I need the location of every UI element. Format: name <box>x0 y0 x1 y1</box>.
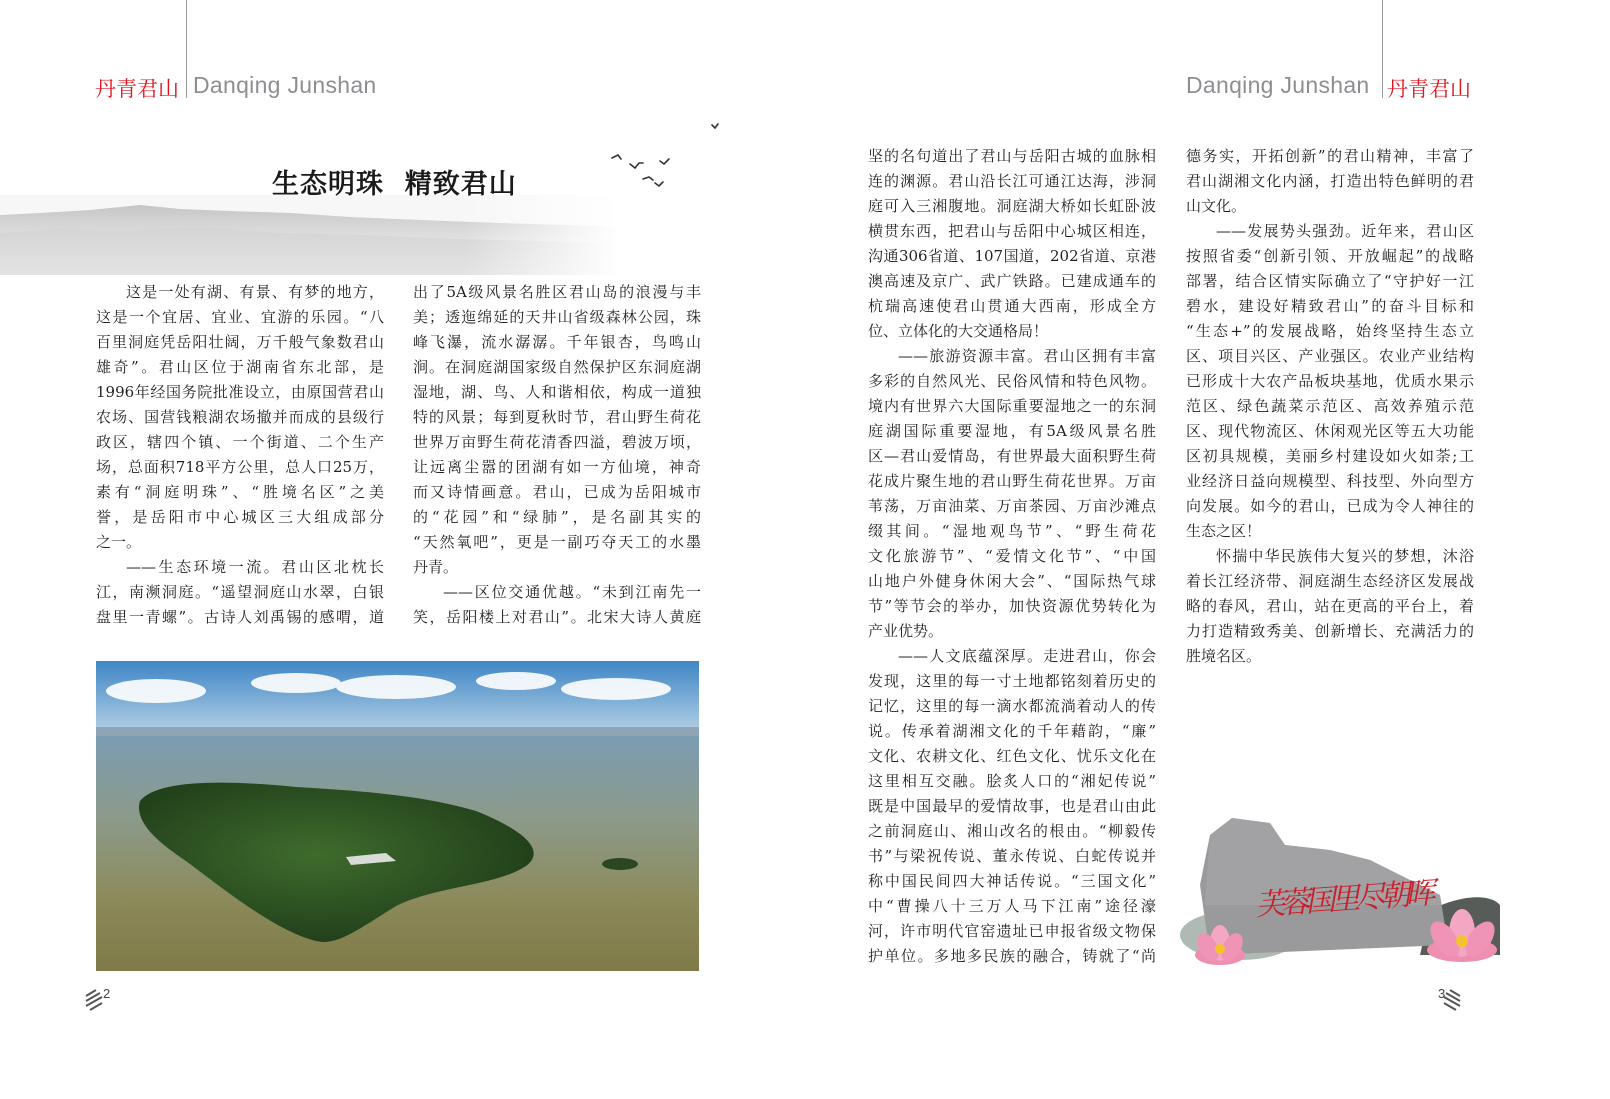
text-line: 涧。在洞庭湖国家级自然保护区东洞庭湖 <box>413 358 701 376</box>
text-line: 部署，结合区情实际确立了“守护好一江 <box>1186 272 1474 290</box>
text-line: 护单位。多地多民族的融合，铸就了“尚 <box>868 947 1156 965</box>
magazine-name-cn-right: 丹青君山 <box>1387 77 1471 101</box>
text-line: 怀揣中华民族伟大复兴的梦想，沐浴 <box>1216 547 1474 565</box>
text-line: 文化旅游节”、“爱情文化节”、“中国 <box>868 547 1156 565</box>
text-line: ——旅游资源丰富。君山区拥有丰富 <box>898 347 1156 365</box>
header-divider-right <box>1382 0 1383 98</box>
text-line: 位、立体化的大交通格局！ <box>868 322 1049 340</box>
text-line: 美；透迤绵延的天井山省级森林公园，珠 <box>413 308 701 326</box>
text-line: 既是中国最早的爱情故事，也是君山由此 <box>868 797 1156 815</box>
text-line: ——发展势头强劲。近年来，君山区 <box>1216 222 1474 240</box>
page-number-left: 2 <box>103 986 111 1001</box>
header-divider-left <box>186 0 187 98</box>
ink-mountains-decoration <box>0 195 620 275</box>
text-line: 节”等节会的举办，加快资源优势转化为 <box>868 597 1156 615</box>
text-line: 1996年经国务院批准设立，由原国营君山 <box>96 383 384 401</box>
text-line: 苇荡，万亩油菜、万亩茶园、万亩沙滩点 <box>868 497 1156 515</box>
text-line: 胜境名区。 <box>1186 647 1262 665</box>
text-line: 区—君山爱情岛，有世界最大面积野生荷 <box>868 447 1156 465</box>
text-column-2 <box>413 280 701 630</box>
text-line: 峰飞瀑，流水潺潺。千年银杏，鸟鸣山 <box>413 333 701 351</box>
text-line: 庭湖国际重要湿地，有5A级风景名胜 <box>868 422 1156 440</box>
text-line: 境内有世界六大国际重要湿地之一的东洞 <box>868 397 1156 415</box>
text-line: 说。传承着湖湘文化的千年藉韵，“廉” <box>868 722 1156 740</box>
text-line: 发现，这里的每一寸土地都铭刻着历史的 <box>868 672 1156 690</box>
magazine-name-cn-left: 丹青君山 <box>95 77 179 101</box>
text-line: 笑，岳阳楼上对君山”。北宋大诗人黄庭 <box>413 608 701 626</box>
text-line: 坚的名句道出了君山与岳阳古城的血脉相 <box>868 147 1156 165</box>
rock-inscription-text: 芙蓉国里尽朝晖 <box>1254 875 1437 924</box>
text-line: 丹青。 <box>413 558 459 576</box>
text-line: 缀其间。“湿地观鸟节”、“野生荷花 <box>868 522 1156 540</box>
text-line: 产业优势。 <box>868 622 944 640</box>
text-line: 雄奇”。君山区位于湖南省东北部，是 <box>96 358 384 376</box>
text-line: “生态+”的发展战略，始终坚持生态立 <box>1186 322 1474 340</box>
magazine-name-en-right: Danqing Junshan <box>1186 72 1370 98</box>
text-line: 澳高速及京广、武广铁路。已建成通车的 <box>868 272 1156 290</box>
text-line: 力打造精致秀美、创新增长、充满活力的 <box>1186 622 1474 640</box>
text-line: 记忆，这里的每一滴水都流淌着动人的传 <box>868 697 1156 715</box>
text-line: “天然氧吧”，更是一副巧夺天工的水墨 <box>413 533 701 551</box>
text-line: 这是一处有湖、有景、有梦的地方， <box>126 283 384 301</box>
text-line: 区、项目兴区、产业强区。农业产业结构 <box>1186 347 1474 365</box>
text-line: 山文化。 <box>1186 197 1247 215</box>
text-line: 沟通306省道、107国道，202省道、京港 <box>868 247 1156 265</box>
magazine-name-en-left: Danqing Junshan <box>193 72 377 98</box>
text-line: 出了5A级风景名胜区君山岛的浪漫与丰 <box>413 283 701 301</box>
text-line: 农场、国营钱粮湖农场撤并而成的县级行 <box>96 408 384 426</box>
text-column-3 <box>868 144 1156 969</box>
text-line: 德务实，开拓创新”的君山精神，丰富了 <box>1186 147 1474 165</box>
text-line: 君山湖湘文化内涵，打造出特色鲜明的君 <box>1186 172 1474 190</box>
flying-birds-decoration <box>600 118 730 198</box>
text-line: 着长江经济带、洞庭湖生态经济区发展战 <box>1186 572 1474 590</box>
text-line: 花成片聚生地的君山野生荷花世界。万亩 <box>868 472 1156 490</box>
text-line: 范区、绿色蔬菜示范区、高效养殖示范 <box>1186 397 1474 415</box>
junshan-island-aerial-photo <box>96 661 699 971</box>
text-line: 的“花园”和“绿肺”，是名副其实的 <box>413 508 701 526</box>
inscribed-stone-image <box>1180 815 1500 975</box>
text-line: 特的风景；每到夏秋时节，君山野生荷花 <box>413 408 701 426</box>
text-line: 生态之区！ <box>1186 522 1262 540</box>
text-line: 政区，辖四个镇、一个街道、二个生产 <box>96 433 384 451</box>
text-line: 中“曹操八十三万人马下江南”途径濠 <box>868 897 1156 915</box>
text-column-4 <box>1186 144 1474 669</box>
text-line: 盘里一青螺”。古诗人刘禹锡的感喟，道 <box>96 608 384 626</box>
text-line: 湿地，湖、鸟、人和谐相依，构成一道独 <box>413 383 701 401</box>
text-line: 按照省委“创新引领、开放崛起”的战略 <box>1186 247 1474 265</box>
page-corner-stripes-icon <box>1440 986 1464 1012</box>
text-line: 山地户外健身休闲大会”、“国际热气球 <box>868 572 1156 590</box>
text-line: ——人文底蕴深厚。走进君山，你会 <box>898 647 1156 665</box>
text-line: 多彩的自然风光、民俗风情和特色风物。 <box>868 372 1156 390</box>
text-line: 河，许市明代官窑遗址已申报省级文物保 <box>868 922 1156 940</box>
text-column-1 <box>96 280 384 630</box>
text-line: 业经济日益向规模型、科技型、外向型方 <box>1186 472 1474 490</box>
article-title: 生态明珠 精致君山 <box>272 169 517 200</box>
page-number-right: 3 <box>1438 986 1446 1001</box>
text-line: 略的春风，君山，站在更高的平台上，着 <box>1186 597 1474 615</box>
text-line: 这是一个宜居、宜业、宜游的乐园。“八 <box>96 308 384 326</box>
text-line: 素有“洞庭明珠”、“胜境名区”之美 <box>96 483 384 501</box>
text-line: 连的渊源。君山沿长江可通江达海，涉洞 <box>868 172 1156 190</box>
text-line: 杭瑞高速使君山贯通大西南，形成全方 <box>868 297 1156 315</box>
text-line: ——生态环境一流。君山区北枕长 <box>126 558 384 576</box>
text-line: 而又诗情画意。君山，已成为岳阳城市 <box>413 483 701 501</box>
text-line: 之一。 <box>96 533 142 551</box>
text-line: 百里洞庭凭岳阳壮阔，万千般气象数君山 <box>96 333 384 351</box>
text-line: 江，南濒洞庭。“遥望洞庭山水翠，白银 <box>96 583 384 601</box>
text-line: 已形成十大农产品板块基地，优质水果示 <box>1186 372 1474 390</box>
text-line: ——区位交通优越。“未到江南先一 <box>443 583 701 601</box>
text-line: 之前洞庭山、湘山改名的根由。“柳毅传 <box>868 822 1156 840</box>
text-line: 向发展。如今的君山，已成为令人神往的 <box>1186 497 1474 515</box>
text-line: 横贯东西，把君山与岳阳中心城区相连， <box>868 222 1156 240</box>
text-line: 场，总面积718平方公里，总人口25万， <box>96 458 384 476</box>
text-line: 书”与梁祝传说、董永传说、白蛇传说并 <box>868 847 1156 865</box>
text-line: 区初具规模，美丽乡村建设如火如荼;工 <box>1186 447 1474 465</box>
text-line: 区、现代物流区、休闲观光区等五大功能 <box>1186 422 1474 440</box>
text-line: 庭可入三湘腹地。洞庭湖大桥如长虹卧波 <box>868 197 1156 215</box>
text-line: 碧水，建设好精致君山”的奋斗目标和 <box>1186 297 1474 315</box>
text-line: 文化、农耕文化、红色文化、忧乐文化在 <box>868 747 1156 765</box>
text-line: 誉，是岳阳市中心城区三大组成部分 <box>96 508 384 526</box>
text-line: 世界万亩野生荷花清香四溢，碧波万顷， <box>413 433 701 451</box>
text-line: 这里相互交融。脍炙人口的“湘妃传说” <box>868 772 1156 790</box>
text-line: 称中国民间四大神话传说。“三国文化” <box>868 872 1156 890</box>
text-line: 让远离尘嚣的团湖有如一方仙境，神奇 <box>413 458 701 476</box>
